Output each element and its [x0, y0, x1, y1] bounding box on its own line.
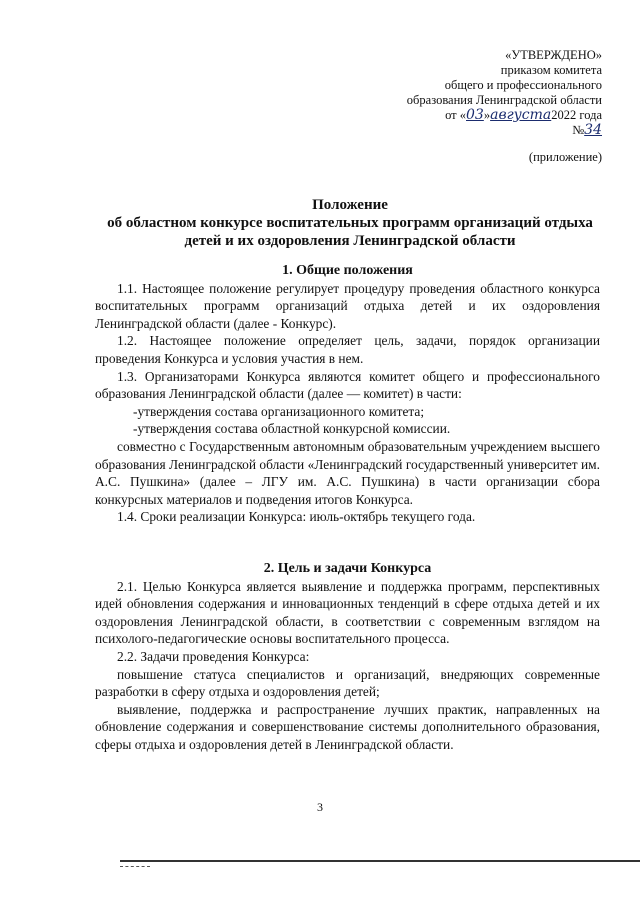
section-heading-1: 1. Общие положения: [282, 263, 413, 278]
scan-edge-line: [120, 860, 640, 862]
section-goals: [95, 560, 600, 754]
paragraph-1-3: 1.3. Организаторами Конкурса являются комитет общего и профессионального образования Ленинградской области (далее — комитет) в части:: [95, 368, 600, 402]
approval-line-2: приказом комитета: [500, 63, 602, 77]
approval-number: №34: [572, 122, 602, 138]
document-title: [80, 196, 620, 250]
paragraph-jointly: совместно с Государственным автономным образовательным учреждением высшего образования Ленинградской области «Ленинградский государственный университет им. А.С. Пушкина» (далее – ЛГУ им. А.С. Пушкина) в части организации сбора конкурсных материалов и подведения итогов Конкурса.: [95, 438, 600, 507]
handwritten-number: 34: [584, 122, 602, 138]
task-item-practices: выявление, поддержка и распространение лучших практик, направленных на обновление содержания и совершенствование системы дополнительного образования, сферы отдыха и оздоровления детей в Ленинградской области.: [95, 701, 600, 752]
page-number: 3: [317, 800, 323, 814]
handwritten-day: 03: [466, 107, 484, 123]
paragraph-1-4: 1.4. Сроки реализации Конкурса: июль-октябрь текущего года.: [117, 509, 476, 525]
list-item-org-committee: -утверждения состава организационного комитета;: [133, 403, 425, 419]
title-line-1: Положение: [312, 197, 388, 213]
scan-mark: [120, 866, 150, 868]
approval-date: от «03»августа2022 года: [445, 107, 602, 123]
paragraph-1-2: 1.2. Настоящее положение определяет цель, задачи, порядок организации проведения Конкурса и условия участия в нем.: [95, 333, 600, 366]
appendix-label: (приложение): [528, 150, 602, 164]
list-item-commission: -утверждения состава областной конкурсной комиссии.: [133, 421, 451, 437]
paragraph-2-2: 2.2. Задачи проведения Конкурса:: [117, 648, 310, 664]
approval-line-1: «УТВЕРЖДЕНО»: [505, 48, 602, 62]
section-heading-2: 2. Цель и задачи Конкурса: [263, 561, 432, 576]
section-general: [95, 262, 600, 526]
task-item-status: повышение статуса специалистов и организаций, внедряющих современные разработки в сферу отдыха и оздоровления детей;: [95, 666, 600, 700]
title-line-3: детей и их оздоровления Ленинградской области: [184, 233, 516, 249]
approval-stamp: [342, 48, 602, 138]
paragraph-2-1: 2.1. Целью Конкурса является выявление и поддержка программ, перспективных идей обновления содержания и инновационных тенденций в сфере отдыха детей и их оздоровления Ленинградской области, в соответствии с современным взглядом на психолого-педагогические основы воспитательного процесса.: [95, 578, 600, 647]
approval-line-4: образования Ленинградской области: [406, 93, 602, 107]
handwritten-month: августа: [490, 107, 552, 123]
approval-line-3: общего и профессионального: [444, 78, 602, 92]
title-line-2: об областном конкурсе воспитательных программ организаций отдыха: [107, 215, 593, 231]
paragraph-1-1: 1.1. Настоящее положение регулирует процедуру проведения областного конкурса воспитательных программ организаций отдыха детей и их оздоровления Ленинградской области (далее - Конкурс).: [95, 280, 600, 331]
